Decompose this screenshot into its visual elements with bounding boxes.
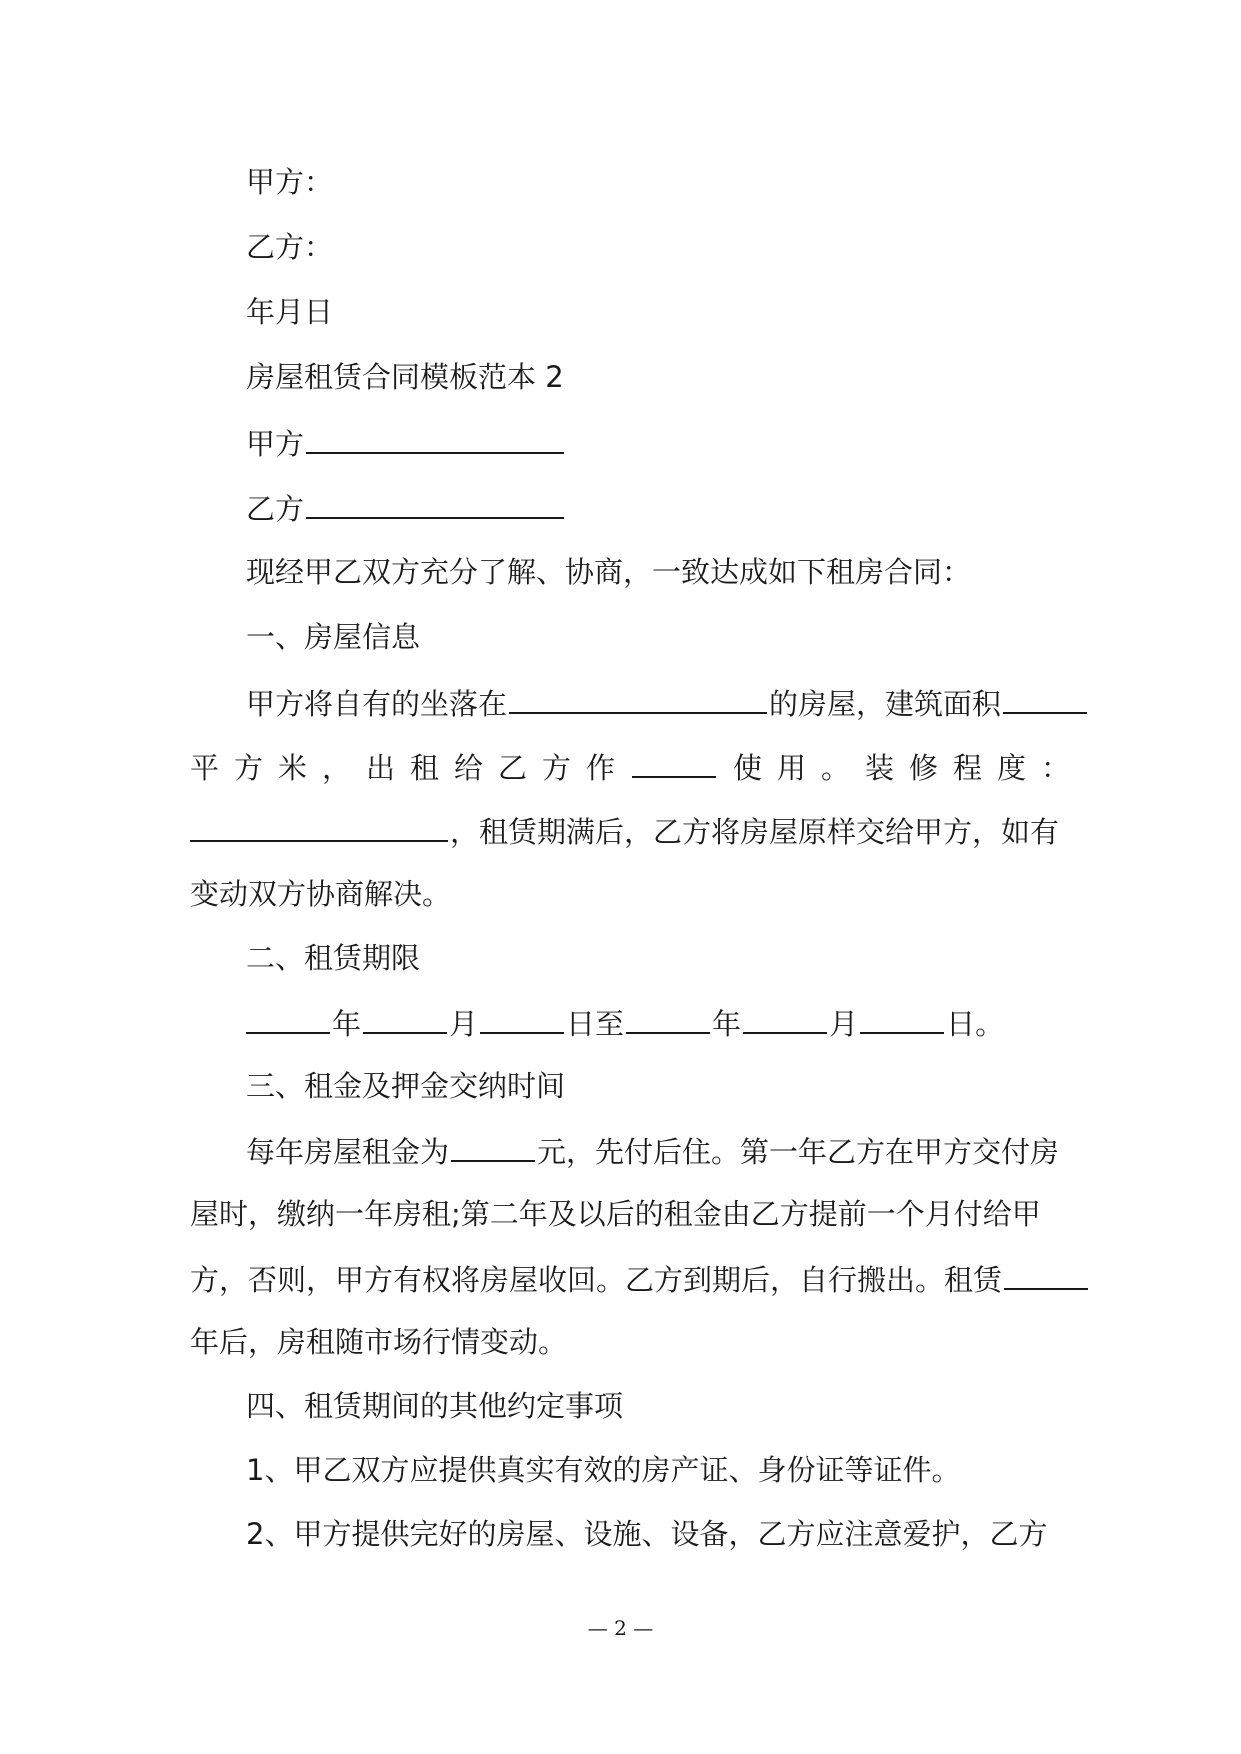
- section-3-heading: [246, 1066, 565, 1106]
- return-text: ，租赁期满后，乙方将房屋原样交给甲方，如有: [450, 815, 1060, 849]
- section-1-heading-text: 一、房屋信息: [246, 620, 421, 654]
- lease-period-line: [246, 1002, 1004, 1044]
- section-2-heading: [246, 938, 420, 978]
- party-b-blank: [306, 487, 564, 519]
- char: 。: [820, 751, 850, 785]
- house-info-line-3: [190, 810, 1059, 852]
- start-month-blank: [363, 1002, 447, 1034]
- day-to-text: 日至: [566, 1007, 625, 1041]
- char: 给: [454, 751, 484, 785]
- rent-text: 每年房屋租金为: [246, 1135, 450, 1169]
- rent-text-2: 屋时，缴纳一年房租;第二年及以后的租金由乙方提前一个月付给甲: [190, 1197, 1041, 1231]
- section-2-heading-text: 二、租赁期限: [246, 941, 421, 975]
- page-number: — 2 —: [587, 1616, 654, 1640]
- char: 出: [366, 751, 396, 785]
- year-text: 年: [712, 1007, 742, 1041]
- section-4-heading: [246, 1386, 623, 1426]
- clause-2: [246, 1514, 1047, 1554]
- rent-line-2: [190, 1194, 1041, 1234]
- location-blank: [509, 682, 767, 714]
- month-text: 月: [449, 1007, 479, 1041]
- payment-text: 元，先付后住。第一年乙方在甲方交付房: [537, 1135, 1060, 1169]
- date-label: 年月日: [246, 295, 334, 329]
- party-a-blank-line: [246, 422, 566, 464]
- char: 方: [234, 751, 264, 785]
- rent-blank: [451, 1130, 535, 1162]
- contract-title: [246, 357, 564, 397]
- char: 租: [410, 751, 440, 785]
- end-day-blank: [860, 1002, 944, 1034]
- contract-title-text: 房屋租赁合同模板范本 2: [246, 360, 564, 394]
- party-a-text: 甲方: [246, 427, 305, 461]
- char: 平: [190, 751, 220, 785]
- area-blank: [1003, 682, 1087, 714]
- char: 用: [776, 751, 806, 785]
- start-day-blank: [480, 1002, 564, 1034]
- char: 使: [732, 751, 762, 785]
- char: 作: [586, 751, 616, 785]
- day-text: 日。: [946, 1007, 1005, 1041]
- party-b-text: 乙方: [246, 492, 305, 526]
- char: 方: [542, 751, 572, 785]
- date-line: [246, 292, 333, 332]
- negotiation-text: 变动双方协商解决。: [190, 877, 452, 911]
- house-info-line-1: [246, 682, 1089, 724]
- section-1-heading: [246, 617, 420, 657]
- section-3-heading-text: 三、租金及押金交纳时间: [246, 1069, 566, 1103]
- decoration-blank: [190, 810, 448, 842]
- clause-1: [246, 1450, 960, 1490]
- char: 度: [996, 751, 1026, 785]
- house-info-line-4: [190, 874, 451, 914]
- end-year-blank: [626, 1002, 710, 1034]
- year-text: 年: [332, 1007, 362, 1041]
- rent-text-3: 方，否则，甲方有权将房屋收回。乙方到期后，自行搬出。租赁: [190, 1263, 1003, 1297]
- start-year-blank: [246, 1002, 330, 1034]
- party-b-label: 乙方：: [246, 230, 334, 264]
- preamble: [246, 552, 971, 592]
- char: 装: [864, 751, 894, 785]
- char: 米: [278, 751, 308, 785]
- char: ，: [322, 751, 352, 785]
- usage-blank: [632, 746, 716, 778]
- rent-line-4: [190, 1322, 567, 1362]
- lease-years-blank: [1004, 1258, 1088, 1290]
- char: 程: [952, 751, 982, 785]
- section-4-heading-text: 四、租赁期间的其他约定事项: [246, 1389, 624, 1423]
- clause-2-text: 2、甲方提供完好的房屋、设施、设备，乙方应注意爱护，乙方: [246, 1517, 1048, 1551]
- clause-1-text: 1、甲乙双方应提供真实有效的房产证、身份证等证件。: [246, 1453, 961, 1487]
- party-a-label: 甲方：: [246, 165, 334, 199]
- party-a-blank: [306, 422, 564, 454]
- location-text: 甲方将自有的坐落在: [246, 687, 508, 721]
- area-text: 的房屋，建筑面积: [769, 687, 1002, 721]
- end-month-blank: [743, 1002, 827, 1034]
- month-text: 月: [829, 1007, 859, 1041]
- char: ：: [1040, 751, 1070, 785]
- char: 修: [908, 751, 938, 785]
- preamble-text: 现经甲乙双方充分了解、协商，一致达成如下租房合同：: [246, 555, 972, 589]
- char: 乙: [498, 751, 528, 785]
- rent-text-4: 年后，房租随市场行情变动。: [190, 1325, 568, 1359]
- party-b-blank-line: [246, 487, 566, 529]
- rent-line-1: [246, 1130, 1059, 1172]
- house-info-line-2: [190, 746, 1070, 788]
- rent-line-3: [190, 1258, 1090, 1300]
- party-b-line: [246, 227, 333, 267]
- party-a-line: [246, 162, 333, 202]
